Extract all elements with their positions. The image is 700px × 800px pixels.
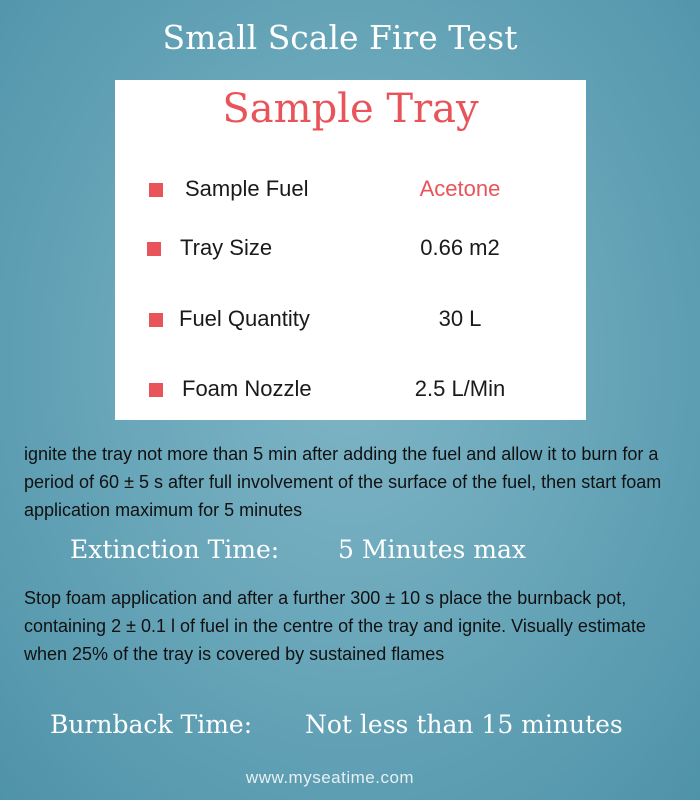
burnback-instructions: Stop foam application and after a further 300 ± 10 s place the burnback pot, containing 2 ± 0.1 l of fuel in the centre of the tray and ignite. Visually estimate when 25% of the tray is covered by sustained flames [24, 588, 646, 664]
ignition-instructions: ignite the tray not more than 5 min after adding the fuel and allow it to burn for a period of 60 ± 5 s after full involvement of the surface of the fuel, then start foam application maximum for 5 minutes [24, 444, 662, 520]
bullet-icon [147, 242, 161, 256]
burnback-time-label: Burnback Time: [50, 710, 253, 739]
spec-row-sample-fuel [115, 172, 586, 208]
spec-row-foam-nozzle [115, 372, 586, 408]
card-title: Sample Tray [222, 86, 479, 132]
spec-row-fuel-quantity [115, 302, 586, 338]
page-title: Small Scale Fire Test [162, 18, 518, 57]
bullet-icon [149, 383, 163, 397]
spec-row-tray-size [115, 231, 586, 267]
bullet-icon [149, 183, 163, 197]
website-footer: www.myseatime.com [245, 768, 415, 787]
extinction-time-label: Extinction Time: [70, 535, 280, 564]
spec-value-foam-nozzle: 2.5 L/Min [414, 376, 506, 401]
extinction-time-value: 5 Minutes max [338, 535, 526, 564]
burnback-time-value: Not less than 15 minutes [305, 710, 623, 739]
spec-value-sample-fuel: Acetone [419, 176, 501, 201]
bullet-icon [149, 313, 163, 327]
spec-label-foam-nozzle: Foam Nozzle [182, 376, 312, 401]
spec-label-fuel-quantity: Fuel Quantity [179, 306, 310, 331]
spec-label-sample-fuel: Sample Fuel [185, 176, 309, 201]
spec-value-fuel-quantity: 30 L [438, 306, 482, 331]
spec-label-tray-size: Tray Size [180, 235, 273, 260]
spec-value-tray-size: 0.66 m2 [420, 235, 500, 260]
